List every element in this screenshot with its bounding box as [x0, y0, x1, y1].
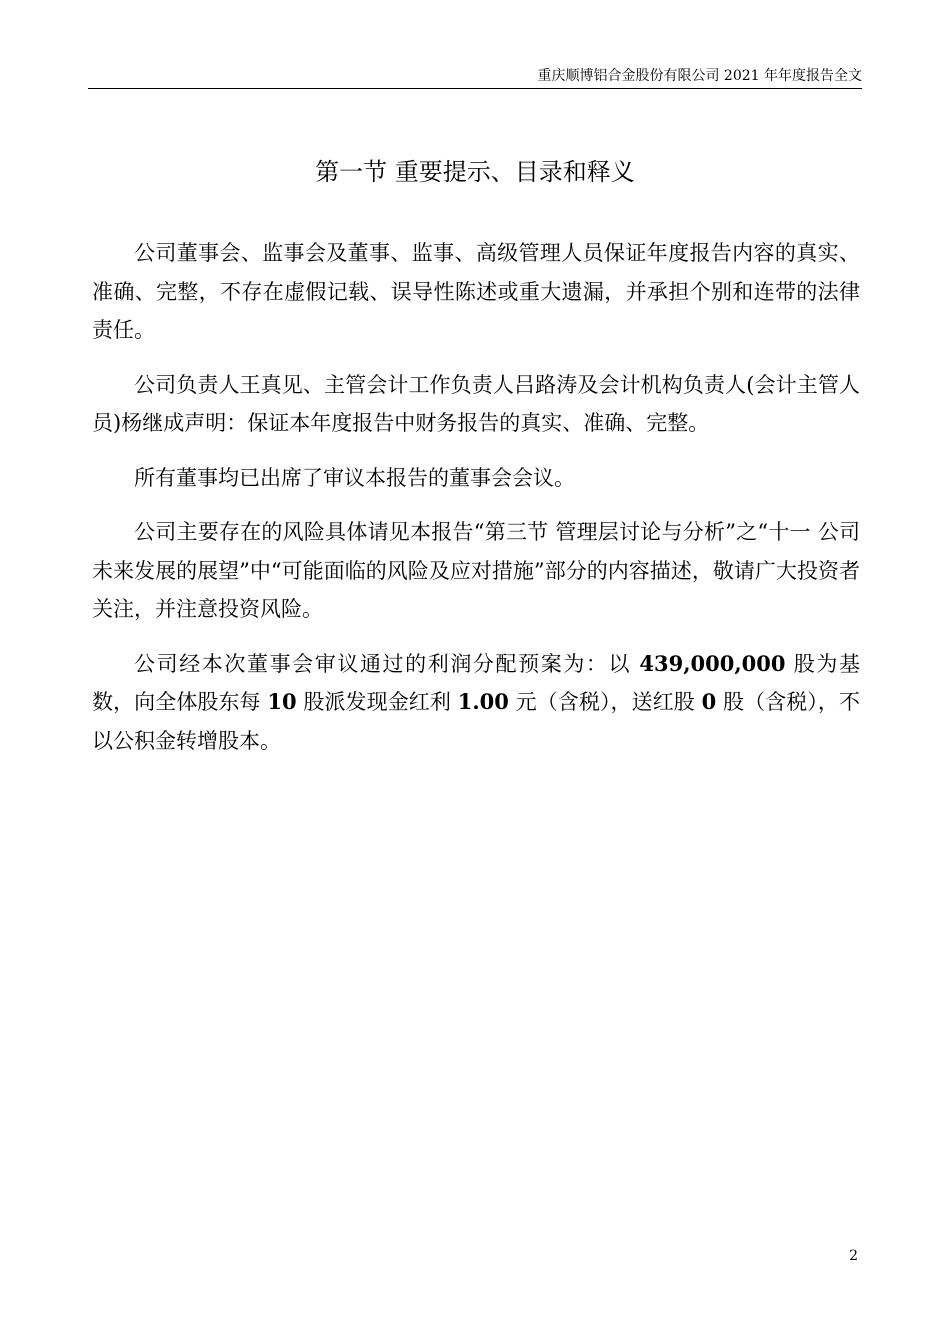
header-title: 重庆顺博铝合金股份有限公司 2021 年年度报告全文: [537, 68, 862, 84]
share-base-value: 439,000,000: [639, 650, 786, 676]
profit-distribution-plan: [92, 645, 860, 761]
page-number: 2: [849, 1248, 858, 1264]
director-attendance-statement: 所有董事均已出席了审议本报告的董事会会议。: [134, 465, 575, 490]
plan-text-1: 公司经本次董事会审议通过的利润分配预案为：以: [134, 651, 640, 676]
plan-text-4: 元（含税），送红股: [508, 690, 702, 714]
bonus-shares-value: 0: [701, 689, 717, 714]
cash-dividend-value: 1.00: [457, 689, 509, 714]
page-header: [88, 66, 862, 89]
plan-text-5: 股（含税），不以公积金转增股本。: [92, 690, 860, 753]
plan-text-3: 股派发现金红利: [296, 690, 458, 714]
risk-notice: 公司主要存在的风险具体请见本报告“第三节 管理层讨论与分析”之“十一 公司未来发展的展望”中“可能面临的风险及应对措施”部分的内容描述，敬请广大投资者关注，并注意投资风险。: [92, 520, 860, 621]
plan-text-2: 股为基数，向全体股东每: [92, 651, 860, 714]
per-shares-value: 10: [267, 689, 297, 714]
section-title: 第一节 重要提示、目录和释义: [315, 158, 635, 186]
document-body: [92, 234, 860, 776]
financial-report-declaration: 公司负责人王真见、主管会计工作负责人吕路涛及会计机构负责人(会计主管人员)杨继成声明：保证本年度报告中财务报告的真实、准确、完整。: [92, 372, 860, 435]
responsibility-statement: 公司董事会、监事会及董事、监事、高级管理人员保证年度报告内容的真实、准确、完整，不存在虚假记载、误导性陈述或重大遗漏，并承担个别和连带的法律责任。: [92, 241, 860, 342]
